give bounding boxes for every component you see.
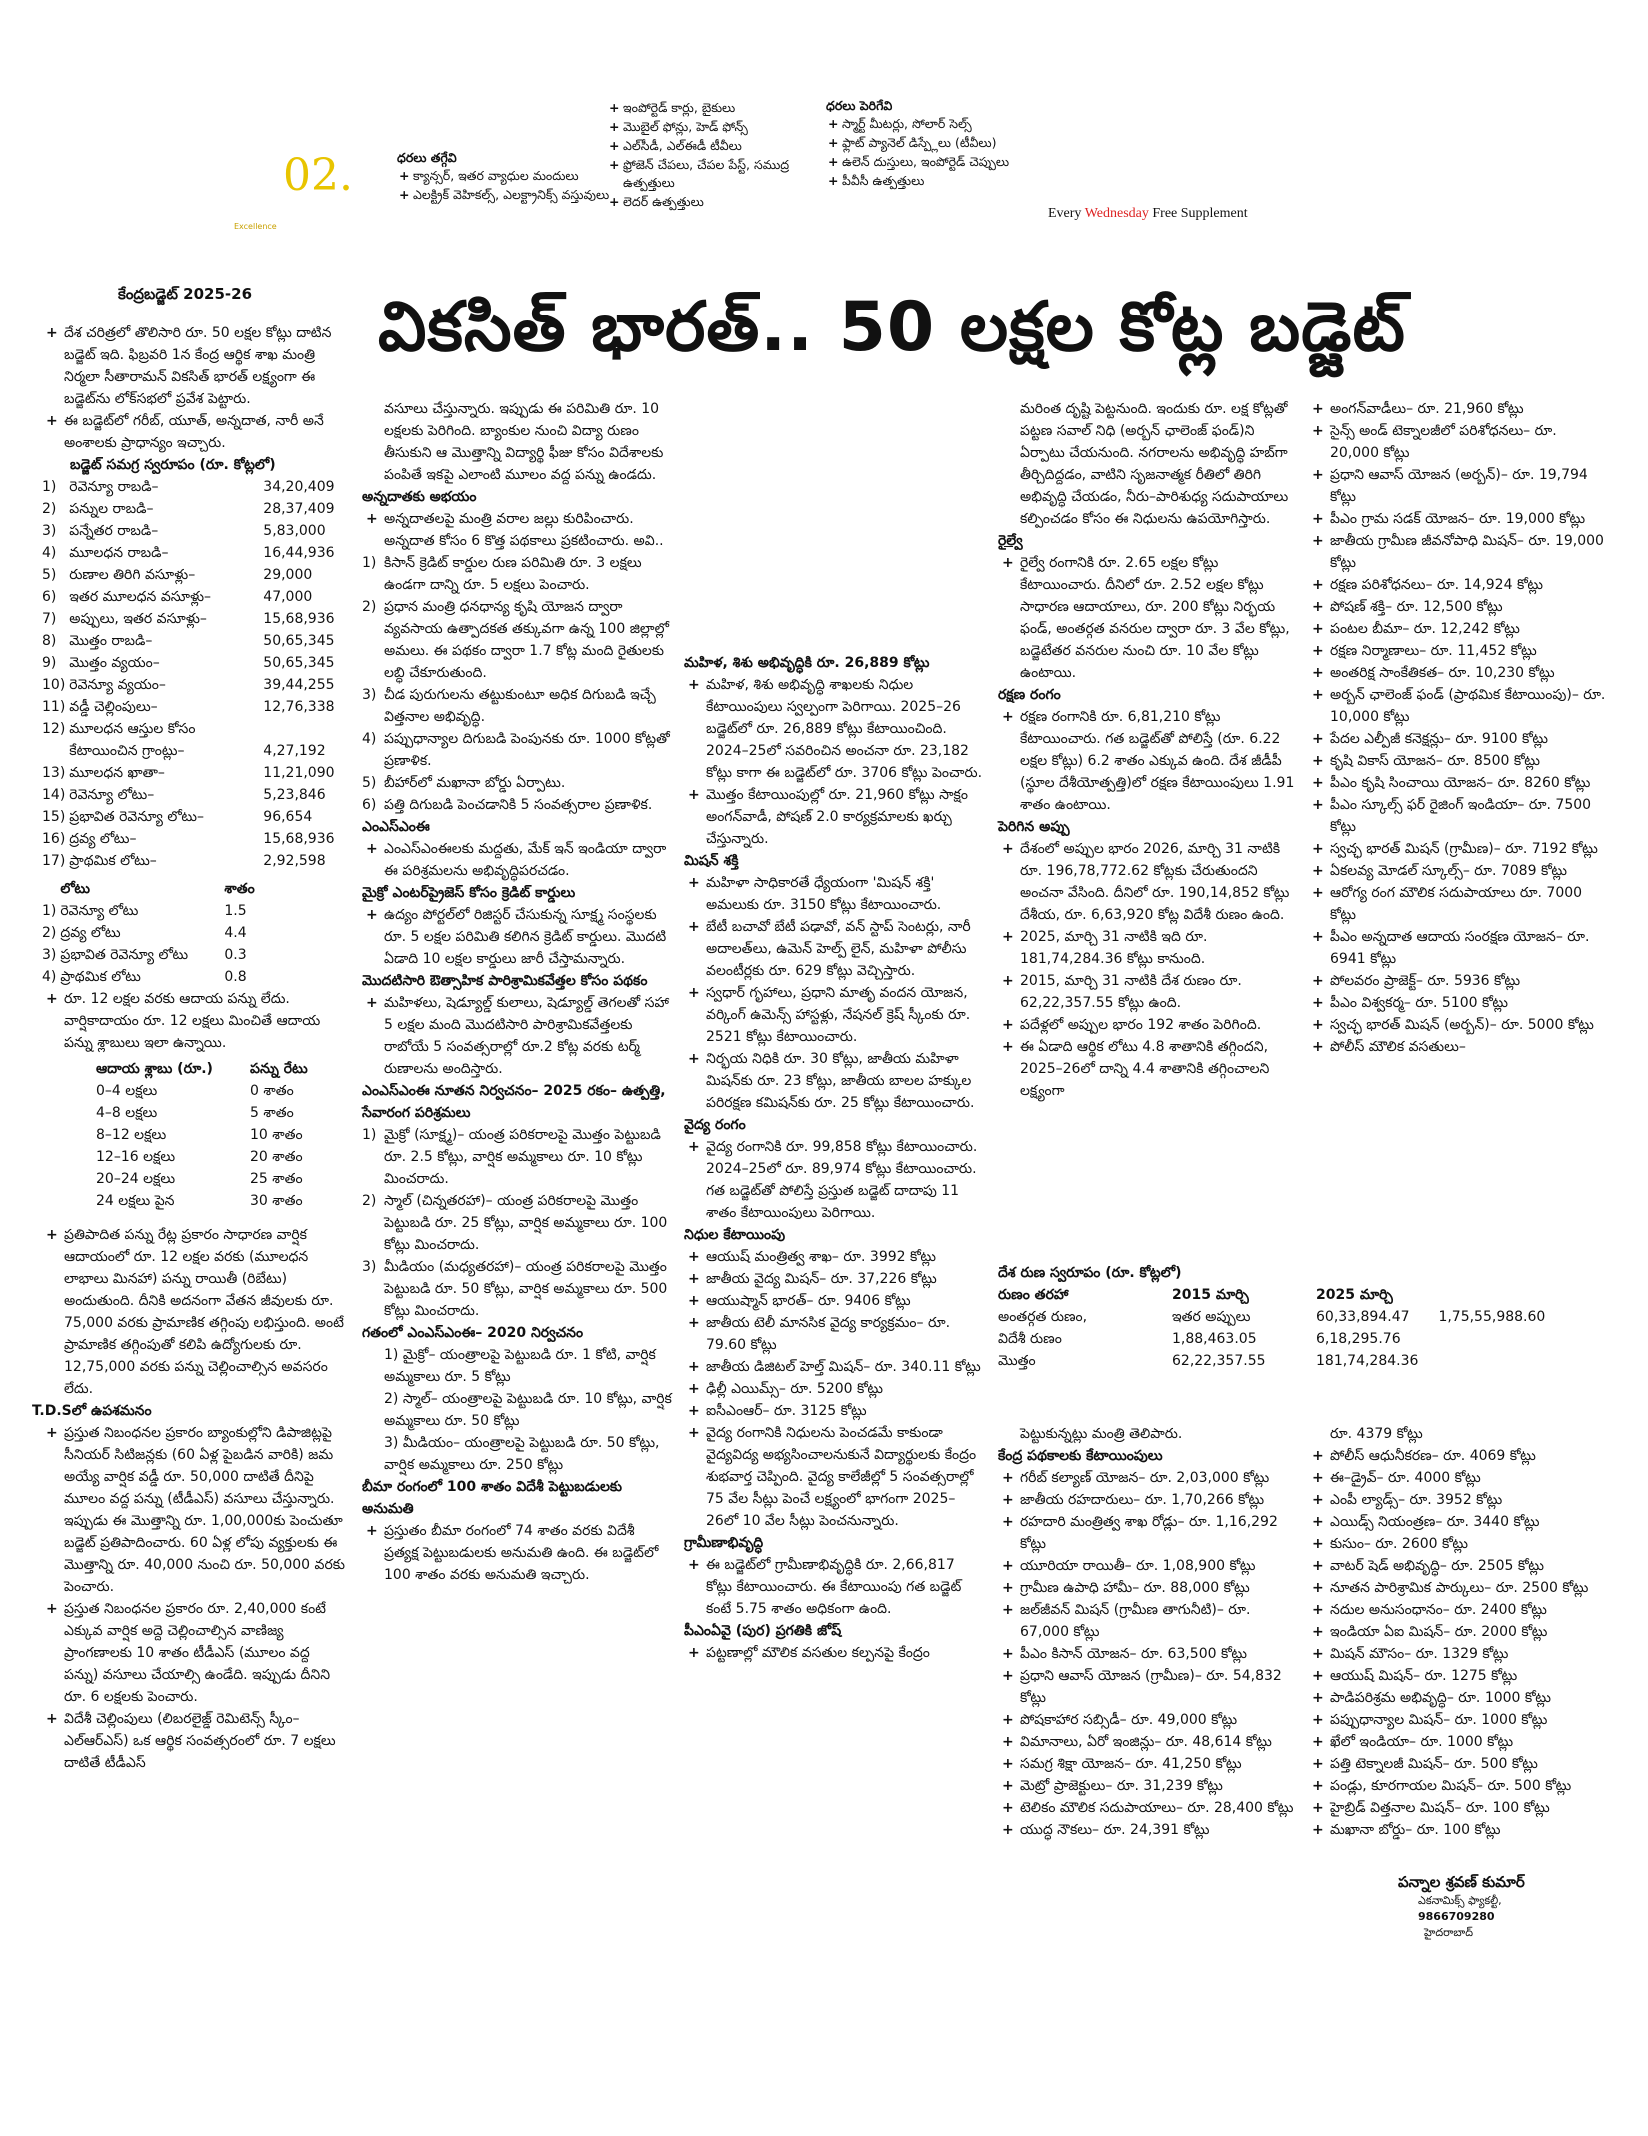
paragraph: + రూ. 12 లక్షల వరకు ఆదాయ పన్ను లేదు. వార్షికాదాయం రూ. 12 లక్షలు మించితే ఆదాయ పన్ను శ్లాబులు ఇలా ఉన్నాయి. xyxy=(42,988,347,1054)
list-item: + విమానాలు, ఏరో ఇంజిన్లు– రూ. 48,614 కోట్లు xyxy=(998,1731,1298,1753)
section-title: పెరిగిన అప్పు xyxy=(998,819,1070,835)
section-title: మొదటిసారి ఔత్సాహిక పారిశ్రామికవేత్తల కోసం పథకం xyxy=(362,973,648,989)
table-row: 4) మూలధన రాబడి– 16,44,936 xyxy=(42,545,335,561)
list-item: 1) మైక్రో (సూక్ష్మ)– యంత్ర పరికరాలపై మొత్తం పెట్టుబడి రూ. 2.5 కోట్లు, వార్షిక అమ్మకాలు రూ. 10 కోట్లు మించరాదు. xyxy=(362,1127,661,1187)
headline-title: వికసిత్ భారత్.. 50 లక్షల కోట్ల బడ్జెట్ xyxy=(378,288,1406,367)
list-item: + మఖానా బోర్డు– రూ. 100 కోట్లు xyxy=(1308,1819,1608,1841)
paragraph: + 2015, మార్చి 31 నాటికి దేశ రుణం రూ. 62,22,357.55 కోట్లు ఉంది. xyxy=(998,970,1298,1014)
list-item: + పేదల ఎల్పీజీ కనెక్షన్లు– రూ. 9100 కోట్లు xyxy=(1308,728,1608,750)
table-row: 1) రెవెన్యూ లోటు 1.5 xyxy=(42,903,247,919)
paragraph: + రక్షణ రంగానికి రూ. 6,81,210 కోట్లు కేటాయించారు. గత బడ్జెట్‌తో పోలిస్తే (రూ. 6.22 లక్షల కోట్లు) 6.2 శాతం ఎక్కువ ఉంది. దేశ జీడీపీ (స్థూల దేశీయోత్పత్తి)లో రక్షణ కేటాయింపులు 1.91 శాతం ఉంటాయి. xyxy=(998,706,1298,816)
section-title: మహిళ, శిశు అభివృద్ధికి రూ. 26,889 కోట్లు xyxy=(684,655,930,671)
paragraph: పెట్టుకున్నట్లు మంత్రి తెలిపారు. xyxy=(1020,1426,1183,1442)
list-item: + పాడిపరిశ్రమ అభివృద్ధి– రూ. 1000 కోట్లు xyxy=(1308,1687,1608,1709)
paragraph: + అన్నదాతలపై మంత్రి వరాల జల్లు కురిపించారు. అన్నదాత కోసం 6 కొత్త పథకాలు ప్రకటించారు. అవి.. xyxy=(362,508,672,552)
list-item: + హైబ్రిడ్ విత్తనాల మిషన్– రూ. 100 కోట్లు xyxy=(1308,1797,1608,1819)
debt-table-title: దేశ రుణ స్వరూపం (రూ. కోట్లలో) xyxy=(998,1265,1182,1281)
brand-label: Excellence xyxy=(234,222,277,231)
table-row: 20–24 లక్షలు 25 శాతం xyxy=(96,1171,303,1187)
table-header: రుణం తరహా 2015 మార్చి 2025 మార్చి xyxy=(998,1287,1393,1303)
paragraph: + బేటీ బచావో బేటీ పఢావో, వన్ స్టాప్ సెంటర్లు, నారీ అదాలత్‌లు, ఉమెన్ హెల్ప్ లైన్, మహిళా పోలీసు వలంటీర్లకు రూ. 629 కోట్లు వెచ్చిస్తారు. xyxy=(684,916,984,982)
list-item: + పత్తి టెక్నాలజీ మిషన్– రూ. 500 కోట్లు xyxy=(1308,1753,1608,1775)
paragraph: రూ. 4379 కోట్లు xyxy=(1330,1426,1423,1442)
table-row: 13) మూలధన ఖాతా– 11,21,090 xyxy=(42,765,335,781)
table-row: 17) ప్రాథమిక లోటు– 2,92,598 xyxy=(42,853,326,869)
table-row: 2) ద్రవ్య లోటు 4.4 xyxy=(42,925,247,941)
kicker: కేంద్రబడ్జెట్ 2025-26 xyxy=(118,285,253,303)
list-item: + నూతన పారిశ్రామిక పార్కులు– రూ. 2500 కోట్లు xyxy=(1308,1577,1608,1599)
list-item: + స్వచ్ఛ భారత్ మిషన్ (గ్రామీణ)– రూ. 7192 కోట్లు xyxy=(1308,838,1608,860)
list-item: + వాటర్ షెడ్ అభివృద్ధి– రూ. 2505 కోట్లు xyxy=(1308,1555,1608,1577)
paragraph: + ప్రస్తుతం బీమా రంగంలో 74 శాతం వరకు విదేశీ ప్రత్యక్ష పెట్టుబడులకు అనుమతి ఉంది. ఈ బడ్జెట్‌లో 100 శాతం వరకు అనుమతి ఇచ్చారు. xyxy=(362,1520,672,1586)
section-title: రైల్వే xyxy=(998,533,1023,549)
list-item: 2) స్మాల్ (చిన్నతరహా)– యంత్ర పరికరాలపై మొత్తం పెట్టుబడి రూ. 25 కోట్లు, వార్షిక అమ్మకాలు రూ. 100 కోట్లు మించరాదు. xyxy=(362,1193,668,1253)
list-item: + ఏకలవ్య మోడల్ స్కూల్స్– రూ. 7089 కోట్లు xyxy=(1308,860,1608,882)
column-1 xyxy=(32,322,347,1774)
list-item: + ఉలెన్ దుస్తులు, ఇంపోర్టెడ్ చెప్పులు xyxy=(826,153,1031,171)
deficit-table xyxy=(42,878,259,988)
paragraph: + వైద్య రంగానికి నిధులను పెంచడమే కాకుండా వైద్యవిద్య అభ్యసించాలనుకునే విద్యార్థులకు కేంద్రం శుభవార్త చెప్పింది. వైద్య కాలేజీల్లో 5 సంవత్సరాల్లో 75 వేల సీట్లు పెంచే లక్ష్యంలో భాగంగా 2025–26లో 10 వేల సీట్లు పెంచనున్నారు. xyxy=(684,1422,984,1532)
table-header: ఆదాయ శ్లాబు (రూ.) పన్ను రేటు xyxy=(96,1061,308,1077)
list-item: + పీఎం స్కూల్స్ ఫర్ రైజింగ్ ఇండియా– రూ. 7500 కోట్లు xyxy=(1308,794,1608,838)
list-item: + కుసుం– రూ. 2600 కోట్లు xyxy=(1308,1533,1608,1555)
section-title: అన్నదాతకు అభయం xyxy=(362,489,477,505)
paragraph: వసూలు చేస్తున్నారు. ఇప్పుడు ఈ పరిమితి రూ. 10 లక్షలకు పెరిగింది. బ్యాంకుల నుంచి విద్యా రుణం తీసుకుని ఆ మొత్తాన్ని విద్యార్థి ఫీజు కోసం విదేశాలకు పంపితే ఇకపై ఎలాంటి మూలం వద్ద పన్ను ఉండదు. xyxy=(384,401,664,483)
author-name: పన్నాల శ్రవణ్ కుమార్ xyxy=(1398,1873,1525,1891)
list-item: 2) స్మాల్– యంత్రాలపై పెట్టుబడి రూ. 10 కోట్లు, వార్షిక అమ్మకాలు రూ. 50 కోట్లు xyxy=(384,1391,672,1429)
list-item: + ఎల్‌సీడీ, ఎల్ఈడీ టీవీలు xyxy=(607,137,817,155)
list-item: + ఎయిడ్స్ నియంత్రణ– రూ. 3440 కోట్లు xyxy=(1308,1511,1608,1533)
paragraph: + రైల్వే రంగానికి రూ. 2.65 లక్షల కోట్లు కేటాయించారు. దీనిలో రూ. 2.52 లక్షల కోట్లు సాధారణ ఆదాయాలు, రూ. 200 కోట్లు నిర్భయ ఫండ్, అంతర్గత వనరుల ద్వారా రూ. 3 వేల కోట్లు, బడ్జెటేతర వనరుల నుంచి రూ. 10 వేల కోట్లు ఉంటాయి. xyxy=(998,552,1298,684)
column-5 xyxy=(1308,398,1608,1058)
author-role: ఎకనామిక్స్ ఫ్యాకల్టీ, xyxy=(1418,1894,1502,1907)
list-item: + నదుల అనుసంధానం– రూ. 2400 కోట్లు xyxy=(1308,1599,1608,1621)
list-item: + గ్రామీణ ఉపాధి హామీ– రూ. 88,000 కోట్లు xyxy=(998,1577,1298,1599)
paragraph: + పట్టణాల్లో మౌలిక వసతుల కల్పనపై కేంద్రం xyxy=(684,1642,984,1664)
section-title: బీమా రంగంలో 100 శాతం విదేశీ పెట్టుబడులకు అనుమతి xyxy=(362,1479,623,1517)
prices-mid-box xyxy=(607,98,817,212)
table-row: 16) ద్రవ్య లోటు– 15,68,936 xyxy=(42,831,335,847)
list-item: + ఈ–డ్రైవ్– రూ. 4000 కోట్లు xyxy=(1308,1467,1608,1489)
list-item: + జాతీయ గ్రామీణ జీవనోపాధి మిషన్– రూ. 19,000 కోట్లు xyxy=(1308,530,1608,574)
paragraph: మరింత దృష్టి పెట్టనుంది. ఇందుకు రూ. లక్ష కోట్లతో పట్టణ సవాల్ నిధి (అర్బన్ ఛాలెంజ్ ఫండ్)ని ఏర్పాటు చేయనుంది. నగరాలను అభివృద్ధి హబ్‌గా తీర్చిదిద్దడం, వాటిని సృజనాత్మక రీతిలో తిరిగి అభివృద్ధి చేయడం, నీరు–పారిశుధ్య సదుపాయాలు కల్పించడం కోసం ఈ నిధులను ఉపయోగిస్తారు. xyxy=(1020,401,1289,527)
section-title: పీఎంఏవై (పుర) ప్రగతికి జోష్ xyxy=(684,1623,842,1639)
slab-table xyxy=(96,1058,312,1212)
table-row: 9) మొత్తం వ్యయం– 50,65,345 xyxy=(42,655,335,671)
prices-up-title: ధరలు పెరిగేవి xyxy=(826,98,893,113)
list-item: + పోలవరం ప్రాజెక్ట్– రూ. 5936 కోట్లు xyxy=(1308,970,1608,992)
list-item: + పోలీస్ ఆధునీకరణ– రూ. 4069 కోట్లు xyxy=(1308,1445,1608,1467)
list-item: 3) చీడ పురుగులను తట్టుకుంటూ అధిక దిగుబడి ఇచ్చే విత్తనాల అభివృద్ధి. xyxy=(362,687,656,725)
paragraph: + దేశ చరిత్రలో తొలిసారి రూ. 50 లక్షల కోట్లు దాటిన బడ్జెట్ ఇది. ఫిబ్రవరి 1న కేంద్ర ఆర్థిక శాఖ మంత్రి నిర్మలా సీతారామన్ వికసిత్ భారత్ లక్ష్యంగా ఈ బడ్జెట్‌ను లోక్‌సభలో ప్రవేశ పెట్టారు. xyxy=(42,322,347,410)
column-2 xyxy=(362,398,672,1586)
table-row: మొత్తం 62,22,357.55 181,74,284.36 xyxy=(998,1353,1419,1369)
author-block xyxy=(1308,1871,1608,1941)
section-title: ఎంఎస్ఎంఈ xyxy=(362,819,430,835)
table-row: 24 లక్షలు పైన 30 శాతం xyxy=(96,1193,303,1209)
table-row: 4–8 లక్షలు 5 శాతం xyxy=(96,1105,294,1121)
paragraph: + మొత్తం కేటాయింపుల్లో రూ. 21,960 కోట్లు సాక్షం అంగన్‌వాడీ, పోషణ్ 2.0 కార్యక్రమాలకు ఖర్చు చేస్తున్నారు. xyxy=(684,784,984,850)
author-phone: 9866709280 xyxy=(1418,1910,1495,1923)
paragraph: + ఈ బడ్జెట్‌లో గరీబ్, యూత్, అన్నదాత, నారీ అనే అంశాలకు ప్రాధాన్యం ఇచ్చారు. xyxy=(42,410,347,454)
section-title: వైద్య రంగం xyxy=(684,1117,746,1133)
list-item: + ఎంపీ ల్యాడ్స్– రూ. 3952 కోట్లు xyxy=(1308,1489,1608,1511)
list-item: + సమగ్ర శిక్షా యోజన– రూ. 41,250 కోట్లు xyxy=(998,1753,1298,1775)
table-row: 8–12 లక్షలు 10 శాతం xyxy=(96,1127,303,1143)
paragraph: + ఈ ఏడాది ఆర్థిక లోటు 4.8 శాతానికి తగ్గిందని, 2025–26లో దాన్ని 4.4 శాతానికి తగ్గించాలని లక్ష్యంగా xyxy=(998,1036,1298,1102)
prices-down-box xyxy=(397,150,622,205)
table-header: లోటు శాతం xyxy=(60,881,255,897)
table-row: 10) రెవెన్యూ వ్యయం– 39,44,255 xyxy=(42,677,335,693)
paragraph: + మహిళ, శిశు అభివృద్ధి శాఖలకు నిధుల కేటాయింపులు స్వల్పంగా పెరిగాయి. 2025–26 బడ్జెట్‌లో రూ. 26,889 కోట్లు కేటాయించింది. 2024–25లో సవరించిన అంచనా రూ. 23,182 కోట్లు కాగా ఈ బడ్జెట్‌లో రూ. 3706 కోట్లు పెంచారు. xyxy=(684,674,984,784)
table-row: 3) ప్రభావిత రెవెన్యూ లోటు 0.3 xyxy=(42,947,247,963)
paragraph: + ప్రస్తుత నిబంధనల ప్రకారం బ్యాంకుల్లోని డిపాజిట్లపై సీనియర్ సిటిజన్లకు (60 ఏళ్ల పైబడిన వారికి) జమ అయ్యే వార్షిక వడ్డీ రూ. 50,000 దాటితే దీనిపై మూలం వద్ద పన్ను (టీడీఎస్) వసూలు చేస్తున్నారు. ఇప్పుడు ఈ మొత్తాన్ని రూ. 1,00,000కు పెంచుతూ బడ్జెట్ ప్రతిపాదించారు. 60 ఏళ్ల లోపు వ్యక్తులకు ఈ మొత్తాన్ని రూ. 40,000 నుంచి రూ. 50,000 వరకు పెంచారు. xyxy=(42,1422,347,1598)
paragraph: + 2025, మార్చి 31 నాటికి ఇది రూ. 181,74,284.36 కోట్లు కానుంది. xyxy=(998,926,1298,970)
tagline: Every Wednesday Free Supplement xyxy=(1048,206,1248,221)
table-row: 14) రెవెన్యూ లోటు– 5,23,846 xyxy=(42,787,326,803)
paragraph: + ఎంఎస్ఎంఈలకు మద్దతు, మేక్ ఇన్ ఇండియా ద్వారా ఈ పరిశ్రమలను అభివృద్ధిపరచడం. xyxy=(362,838,672,882)
table-row: 6) ఇతర మూలధన వసూళ్లు– 47,000 xyxy=(42,589,313,605)
list-item: + ఫ్రోజెన్ చేపలు, చేపల పేస్ట్, సముద్ర ఉత్పత్తులు xyxy=(607,156,817,192)
list-item: 6) పత్తి దిగుబడి పెంచడానికి 5 సంవత్సరాల ప్రణాళిక. xyxy=(362,797,653,813)
list-item: + మెట్రో ప్రాజెక్టులు– రూ. 31,239 కోట్లు xyxy=(998,1775,1298,1797)
list-item: 5) బీహార్‌లో మఖానా బోర్డు ఏర్పాటు. xyxy=(362,775,566,791)
paragraph: + పదేళ్లలో అప్పుల భారం 192 శాతం పెరిగింది. xyxy=(998,1014,1298,1036)
column-7 xyxy=(1308,1423,1608,1941)
list-item: + లెదర్ ఉత్పత్తులు xyxy=(607,193,817,211)
overview-title: బడ్జెట్ సమగ్ర స్వరూపం (రూ. కోట్లలో) xyxy=(70,457,276,473)
list-item: + పీఎం అన్నదాత ఆదాయ సంరక్షణ యోజన– రూ. 6941 కోట్లు xyxy=(1308,926,1608,970)
list-item: + అంతరిక్ష సాంకేతికత– రూ. 10,230 కోట్లు xyxy=(1308,662,1608,684)
paragraph: + మహిళలు, షెడ్యూల్డ్ కులాలు, షెడ్యూల్డ్ తెగలతో సహా 5 లక్షల మంది మొదటిసారి పారిశ్రామికవేత్తలకు రాబోయే 5 సంవత్సరాల్లో రూ.2 కోట్ల వరకు టర్మ్ రుణాలను అందిస్తారు. xyxy=(362,992,672,1080)
list-item: + కృషి వికాస్ యోజన– రూ. 8500 కోట్లు xyxy=(1308,750,1608,772)
table-row: 12–16 లక్షలు 20 శాతం xyxy=(96,1149,303,1165)
section-title: మైక్రో ఎంటర్‌ప్రైజెస్ కోసం క్రెడిట్ కార్డులు xyxy=(362,885,576,901)
list-item: + జల్‌జీవన్ మిషన్ (గ్రామీణ తాగునీటి)– రూ. 67,000 కోట్లు xyxy=(998,1599,1298,1643)
list-item: + రక్షణ పరిశోధనలు– రూ. 14,924 కోట్లు xyxy=(1308,574,1608,596)
list-item: + ఎలక్ట్రిక్ వెహికల్స్, ఎలక్ట్రానిక్స్ వస్తువులు xyxy=(397,186,622,204)
section-title: గ్రామీణాభివృద్ధి xyxy=(684,1535,764,1551)
list-item: + జాతీయ డిజిటల్ హెల్త్ మిషన్– రూ. 340.11 కోట్లు xyxy=(684,1356,984,1378)
table-row: 4) ప్రాథమిక లోటు 0.8 xyxy=(42,969,247,985)
list-item: + ఇండియా ఏఐ మిషన్– రూ. 2000 కోట్లు xyxy=(1308,1621,1608,1643)
section-title: కేంద్ర పథకాలకు కేటాయింపులు xyxy=(998,1448,1163,1464)
paragraph: + ఉద్యం పోర్టల్‌లో రిజిస్టర్ చేసుకున్న సూక్ష్మ సంస్థలకు రూ. 5 లక్షల పరిమితి కలిగిన క్రెడిట్ కార్డులు. మొదటి ఏడాది 10 లక్షల కార్డులు జారీ చేస్తామన్నారు. xyxy=(362,904,672,970)
list-item: + గరీబ్ కల్యాణ్ యోజన– రూ. 2,03,000 కోట్లు xyxy=(998,1467,1298,1489)
list-item: + రహదారి మంత్రిత్వ శాఖ రోడ్లు– రూ. 1,16,292 కోట్లు xyxy=(998,1511,1298,1555)
list-item: + అర్బన్ ఛాలెంజ్ ఫండ్ (ప్రాథమిక కేటాయింపు)– రూ. 10,000 కోట్లు xyxy=(1308,684,1608,728)
paragraph: + స్వధార్ గృహాలు, ప్రధాని మాతృ వందన యోజన, వర్కింగ్ ఉమెన్స్ హాస్టళ్లు, నేషనల్ క్రెష్ స్కీంకు రూ. 2521 కోట్లు కేటాయించారు. xyxy=(684,982,984,1048)
list-item: + జాతీయ టెలీ మానసిక వైద్య కార్యక్రమం– రూ. 79.60 కోట్లు xyxy=(684,1312,984,1356)
list-item: 3) మీడియం (మధ్యతరహా)– యంత్ర పరికరాలపై మొత్తం పెట్టుబడి రూ. 50 కోట్లు, వార్షిక అమ్మకాలు రూ. 500 కోట్లు మించరాదు. xyxy=(362,1259,668,1319)
table-row: 8) మొత్తం రాబడి– 50,65,345 xyxy=(42,633,335,649)
list-item: + ప్రధాని ఆవాస్ యోజన (గ్రామీణ)– రూ. 54,832 కోట్లు xyxy=(998,1665,1298,1709)
list-item: 3) మీడియం– యంత్రాలపై పెట్టుబడి రూ. 50 కోట్లు, వార్షిక అమ్మకాలు రూ. 250 కోట్లు xyxy=(384,1435,660,1473)
list-item: + జాతీయ వైద్య మిషన్– రూ. 37,226 కోట్లు xyxy=(684,1268,984,1290)
list-item: + ఆయుష్ మంత్రిత్వ శాఖ– రూ. 3992 కోట్లు xyxy=(684,1246,984,1268)
list-item: + సైన్స్ అండ్ టెక్నాలజీలో పరిశోధనలు– రూ. 20,000 కోట్లు xyxy=(1308,420,1608,464)
column-3 xyxy=(684,652,984,1664)
column-6 xyxy=(998,1423,1298,1841)
list-item: + పోషకాహార సబ్సిడీ– రూ. 49,000 కోట్లు xyxy=(998,1709,1298,1731)
column-4 xyxy=(998,398,1298,1102)
list-item: + పీఎం గ్రామ సడక్ యోజన– రూ. 19,000 కోట్లు xyxy=(1308,508,1608,530)
paragraph: + నిర్భయ నిధికి రూ. 30 కోట్లు, జాతీయ మహిళా మిషన్‌కు రూ. 23 కోట్లు, జాతీయ బాలల హక్కుల పరిరక్షణ కమిషన్‌కు రూ. 25 కోట్లు కేటాయించారు. xyxy=(684,1048,984,1114)
table-row: 12) మూలధన ఆస్తుల కోసం కేటాయించిన గ్రాంట్లు– 4,27,192 xyxy=(42,721,326,759)
list-item: + పీవీసీ ఉత్పత్తులు xyxy=(826,172,1031,190)
list-item: 1) మైక్రో– యంత్రాలపై పెట్టుబడి రూ. 1 కోటి, వార్షిక అమ్మకాలు రూ. 5 కోట్లు xyxy=(384,1347,656,1385)
list-item: + మొబైల్ ఫోన్లు, హెడ్ ఫోన్స్ xyxy=(607,118,817,136)
list-item: + పోషణ్ శక్తి– రూ. 12,500 కోట్లు xyxy=(1308,596,1608,618)
list-item: + స్వచ్ఛ భారత్ మిషన్ (అర్బన్)– రూ. 5000 కోట్లు xyxy=(1308,1014,1608,1036)
table-row: 7) అప్పులు, ఇతర వసూళ్లు– 15,68,936 xyxy=(42,611,335,627)
list-item: 1) కిసాన్ క్రెడిట్ కార్డుల రుణ పరిమితి రూ. 3 లక్షలు ఉండగా దాన్ని రూ. 5 లక్షలు పెంచారు. xyxy=(362,555,642,593)
list-item: + మిషన్ మౌసం– రూ. 1329 కోట్లు xyxy=(1308,1643,1608,1665)
list-item: + పంటల బీమా– రూ. 12,242 కోట్లు xyxy=(1308,618,1608,640)
table-row: 5) రుణాల తిరిగి వసూళ్లు– 29,000 xyxy=(42,567,313,583)
list-item: + పీఎం కిసాన్ యోజన– రూ. 63,500 కోట్లు xyxy=(998,1643,1298,1665)
section-title: ఎంఎస్ఎంఈ నూతన నిర్వచనం– 2025 రకం– ఉత్పత్తి, సేవారంగ పరిశ్రమలు xyxy=(362,1083,666,1121)
list-item: + యూరియా రాయితీ– రూ. 1,08,900 కోట్లు xyxy=(998,1555,1298,1577)
list-item: + ఖేలో ఇండియా– రూ. 1000 కోట్లు xyxy=(1308,1731,1608,1753)
prices-down-title: ధరలు తగ్గేవి xyxy=(397,150,457,165)
list-item: + పోలీస్ మౌలిక వసతులు– xyxy=(1308,1036,1608,1058)
author-city: హైదరాబాద్ xyxy=(1424,1926,1473,1939)
paragraph: + మహిళా సాధికారతే ధ్యేయంగా 'మిషన్ శక్తి' అమలుకు రూ. 3150 కోట్లు కేటాయించారు. xyxy=(684,872,984,916)
debt-table-box xyxy=(998,1262,1598,1372)
list-item: + ఢిల్లీ ఎయిమ్స్– రూ. 5200 కోట్లు xyxy=(684,1378,984,1400)
table-row: అంతర్గత రుణం, ఇతర అప్పులు 60,33,894.47 1,75,55,988.60 xyxy=(998,1309,1546,1325)
paragraph: + వైద్య రంగానికి రూ. 99,858 కోట్లు కేటాయించారు. 2024–25లో రూ. 89,974 కోట్లు కేటాయించారు. గత బడ్జెట్‌తో పోలిస్తే ప్రస్తుత బడ్జెట్ దాదాపు 11 శాతం కేటాయింపులు పెరిగాయి. xyxy=(684,1136,984,1224)
debt-table xyxy=(998,1284,1549,1372)
list-item: + రక్షణ నిర్మాణాలు– రూ. 11,452 కోట్లు xyxy=(1308,640,1608,662)
table-row: 15) ప్రభావిత రెవెన్యూ లోటు– 96,654 xyxy=(42,809,313,825)
page-number: 02. xyxy=(283,150,353,201)
paragraph: + దేశంలో అప్పుల భారం 2026, మార్చి 31 నాటికి రూ. 196,78,772.62 కోట్లకు చేరుతుందని అంచనా వేసింది. దీనిలో రూ. 190,14,852 కోట్లు దేశీయ, రూ. 6,63,920 కోట్ల విదేశీ రుణం ఉంది. xyxy=(998,838,1298,926)
tds-title: T.D.Sలో ఉపశమనం xyxy=(32,1403,152,1419)
list-item: + స్మార్ట్ మీటర్లు, సోలార్ సెల్స్ xyxy=(826,115,1031,133)
list-item: + ప్రధాని ఆవాస్ యోజన (అర్బన్)– రూ. 19,794 కోట్లు xyxy=(1308,464,1608,508)
section-title: నిధుల కేటాయింపు xyxy=(684,1227,786,1243)
table-row: విదేశీ రుణం 1,88,463.05 6,18,295.76 xyxy=(998,1331,1401,1347)
list-item: + ఫ్లాట్ ప్యానెల్ డిస్ప్లేలు (టీవీలు) xyxy=(826,134,1031,152)
list-item: 4) పప్పుధాన్యాల దిగుబడి పెంపునకు రూ. 1000 కోట్లతో ప్రణాళిక. xyxy=(362,731,670,769)
list-item: + అంగన్‌వాడీలు– రూ. 21,960 కోట్లు xyxy=(1308,398,1608,420)
section-title: గతంలో ఎంఎస్ఎంఈ– 2020 నిర్వచనం xyxy=(362,1325,584,1341)
list-item: + పీఎం కృషి సించాయి యోజన– రూ. 8260 కోట్లు xyxy=(1308,772,1608,794)
list-item: + యుద్ధ నౌకలు– రూ. 24,391 కోట్లు xyxy=(998,1819,1298,1841)
table-row: 11) వడ్డీ చెల్లింపులు– 12,76,338 xyxy=(42,699,335,715)
prices-up-box xyxy=(826,98,1031,191)
overview-table xyxy=(42,476,339,872)
paragraph: + విదేశీ చెల్లింపులు (లిబరలైజ్డ్ రెమిటెన్స్ స్కీం– ఎల్ఆర్ఎస్) ఒక ఆర్థిక సంవత్సరంలో రూ. 7 లక్షలు దాటితే టీడీఎస్ xyxy=(42,1708,347,1774)
list-item: + ఇంపోర్టెడ్ కార్లు, బైకులు xyxy=(607,99,817,117)
table-row: 1) రెవెన్యూ రాబడి– 34,20,409 xyxy=(42,479,335,495)
list-item: + ఐసీఎంఆర్– రూ. 3125 కోట్లు xyxy=(684,1400,984,1422)
list-item: + ఆరోగ్య రంగ మౌలిక సదుపాయాలు రూ. 7000 కోట్లు xyxy=(1308,882,1608,926)
section-title: రక్షణ రంగం xyxy=(998,687,1061,703)
table-row: 2) పన్నుల రాబడి– 28,37,409 xyxy=(42,501,335,517)
table-row: 0–4 లక్షలు 0 శాతం xyxy=(96,1083,294,1099)
paragraph: + ప్రస్తుత నిబంధనల ప్రకారం రూ. 2,40,000 కంటే ఎక్కువ వార్షిక అద్దె చెల్లించాల్సిన వాణిజ్య ప్రాంగణాలకు 10 శాతం టీడీఎస్ (మూలం వద్ద పన్ను) వసూలు చేయాల్సి ఉండేది. ఇప్పుడు దీనిని రూ. 6 లక్షలకు పెంచారు. xyxy=(42,1598,347,1708)
list-item: + పప్పుధాన్యాల మిషన్– రూ. 1000 కోట్లు xyxy=(1308,1709,1608,1731)
list-item: + పండ్లు, కూరగాయల మిషన్– రూ. 500 కోట్లు xyxy=(1308,1775,1608,1797)
list-item: + పీఎం విశ్వకర్మ– రూ. 5100 కోట్లు xyxy=(1308,992,1608,1014)
list-item: 2) ప్రధాన మంత్రి ధనధాన్య కృషి యోజన ద్వారా వ్యవసాయ ఉత్పాదకత తక్కువగా ఉన్న 100 జిల్లాల్లో అమలు. ఈ పథకం ద్వారా 1.7 కోట్ల మంది రైతులకు లబ్ధి చేకూరుతుంది. xyxy=(362,599,669,681)
list-item: + టెలికం మౌలిక సదుపాయాలు– రూ. 28,400 కోట్లు xyxy=(998,1797,1298,1819)
list-item: + ఆయుష్మాన్ భారత్– రూ. 9406 కోట్లు xyxy=(684,1290,984,1312)
list-item: + ఆయుష్ మిషన్– రూ. 1275 కోట్లు xyxy=(1308,1665,1608,1687)
section-title: మిషన్ శక్తి xyxy=(684,853,739,869)
table-row: 3) పన్నేతర రాబడి– 5,83,000 xyxy=(42,523,326,539)
list-item: + క్యాన్సర్, ఇతర వ్యాధుల మందులు xyxy=(397,167,622,185)
paragraph: + ప్రతిపాదిత పన్ను రేట్ల ప్రకారం సాధారణ వార్షిక ఆదాయంలో రూ. 12 లక్షల వరకు (మూలధన లాభాలు మినహా) పన్ను రాయితీ (రిబేటు) అందుతుంది. దీనికి అదనంగా వేతన జీవులకు రూ. 75,000 వరకు ప్రామాణిక తగ్గింపు లభిస్తుంది. అంటే ప్రామాణిక తగ్గింపుతో కలిపి ఉద్యోగులకు రూ. 12,75,000 వరకు పన్ను చెల్లించాల్సిన అవసరం లేదు. xyxy=(42,1224,347,1400)
paragraph: + ఈ బడ్జెట్‌లో గ్రామీణాభివృద్ధికి రూ. 2,66,817 కోట్లు కేటాయించారు. ఈ కేటాయింపు గత బడ్జెట్ కంటే 5.75 శాతం అధికంగా ఉంది. xyxy=(684,1554,984,1620)
list-item: + జాతీయ రహదారులు– రూ. 1,70,266 కోట్లు xyxy=(998,1489,1298,1511)
